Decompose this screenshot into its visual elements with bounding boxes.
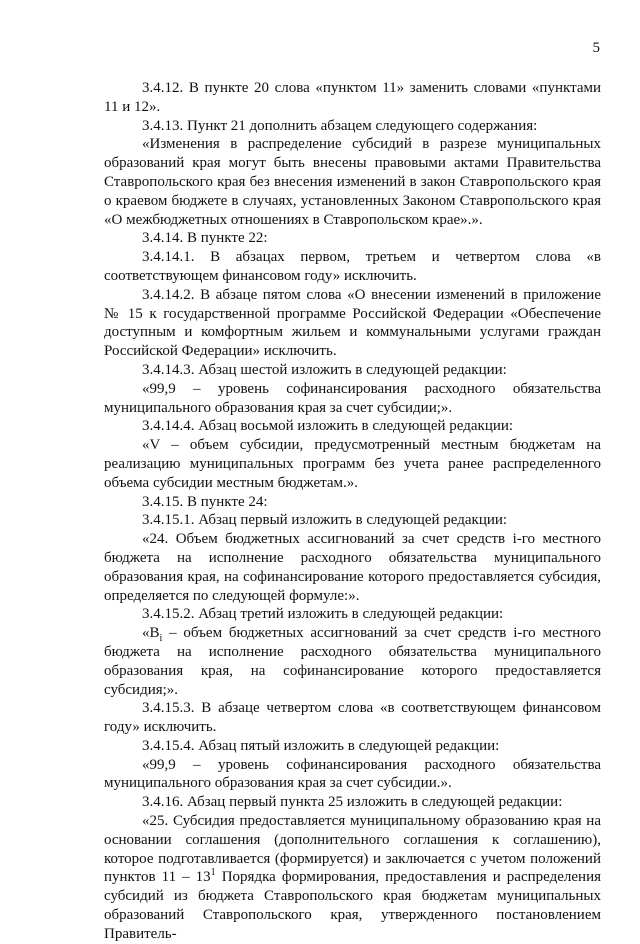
paragraph-3-4-12: 3.4.12. В пункте 20 слова «пунктом 11» заменить словами «пунктами 11 и 12». — [104, 80, 601, 115]
p25-superscript: 1 — [210, 867, 216, 879]
paragraph-3-4-14-3: 3.4.14.3. Абзац шестой изложить в следующей редакции: — [142, 361, 507, 378]
page-number: 5 — [592, 40, 600, 56]
paragraph-3-4-14-2: 3.4.14.2. В абзаце пятом слова «О внесении изменений в приложение № 15 к государственной программе Российской Федерации «Обеспечение доступным и комфортным жильем и коммунальными услугами граждан Российской Федерации» исключить. — [104, 286, 601, 360]
paragraph-3-4-15-3: 3.4.15.3. В абзаце четвертом слова «в соответствующем финансовом году» исключить. — [104, 700, 601, 736]
bi-open: «B — [142, 625, 160, 642]
paragraph-3-4-13: 3.4.13. Пункт 21 дополнить абзацем следующего содержания: — [142, 117, 538, 134]
paragraph-quote-99-9-b: «99,9 – уровень софинансирования расходного обязательства муниципального образования края за счет субсидии.». — [104, 756, 601, 792]
paragraph-3-4-15-4: 3.4.15.4. Абзац пятый изложить в следующей редакции: — [142, 737, 500, 754]
paragraph-3-4-14-1: 3.4.14.1. В абзацах первом, третьем и четвертом слова «в соответствующем финансовом году» исключить. — [104, 249, 601, 284]
p25-before: «25. Субсидия предоставляется муниципальному образованию края на основании соглашения (дополнительного соглашения к соглашению), которое подготавливается (формируется) и заключается с учетом положений пунктов 11 – 13 — [104, 813, 601, 886]
paragraph-3-4-15-2: 3.4.15.2. Абзац третий изложить в следующей редакции: — [142, 606, 504, 623]
paragraph-3-4-16: 3.4.16. Абзац первый пункта 25 изложить в следующей редакции: — [142, 794, 563, 811]
paragraph-3-4-15: 3.4.15. В пункте 24: — [142, 493, 268, 510]
paragraph-3-4-14: 3.4.14. В пункте 22: — [142, 230, 268, 247]
paragraph-quote-25 — [104, 812, 601, 944]
bi-rest: – объем бюджетных ассигнований за счет средств i-го местного бюджета на исполнение расходного обязательства муниципального образования края, на софинансирование которого предоставляется субсидия;». — [104, 625, 601, 698]
paragraph-quote-99-9: «99,9 – уровень софинансирования расходного обязательства муниципального образования края за счет субсидии;». — [104, 380, 601, 416]
paragraph-quote-bi — [104, 624, 601, 699]
paragraph-quote-v: «V – объем субсидии, предусмотренный местным бюджетам на реализацию муниципальных программ без учета ранее распределенного объема субсидии местным бюджетам.». — [104, 437, 601, 491]
bi-subscript: i — [159, 633, 163, 645]
paragraph-3-4-15-1: 3.4.15.1. Абзац первый изложить в следующей редакции: — [142, 512, 508, 529]
paragraph-3-4-14-4: 3.4.14.4. Абзац восьмой изложить в следующей редакции: — [142, 418, 514, 435]
paragraph-quote-24: «24. Объем бюджетных ассигнований за счет средств i-го местного бюджета на исполнение расходного обязательства муниципального образования края, на софинансирование которого предоставляется субсидия, определяется по следующей формуле:». — [104, 531, 601, 604]
p25-after: Порядка формирования, предоставления и распределения субсидий из бюджета Ставропольского края бюджетам муниципальных образований Ставропольского края, утвержденного постановлением Правитель- — [104, 869, 601, 942]
document-body — [104, 79, 601, 944]
paragraph-quote-21: «Изменения в распределение субсидий в разрезе муниципальных образований края могут быть внесены правовыми актами Правительства Ставропольского края без внесения изменений в закон Ставропольского края о краевом бюджете в случаях, установленных Законом Ставропольского края «О межбюджетных отношениях в Ставропольском крае».». — [104, 136, 601, 228]
